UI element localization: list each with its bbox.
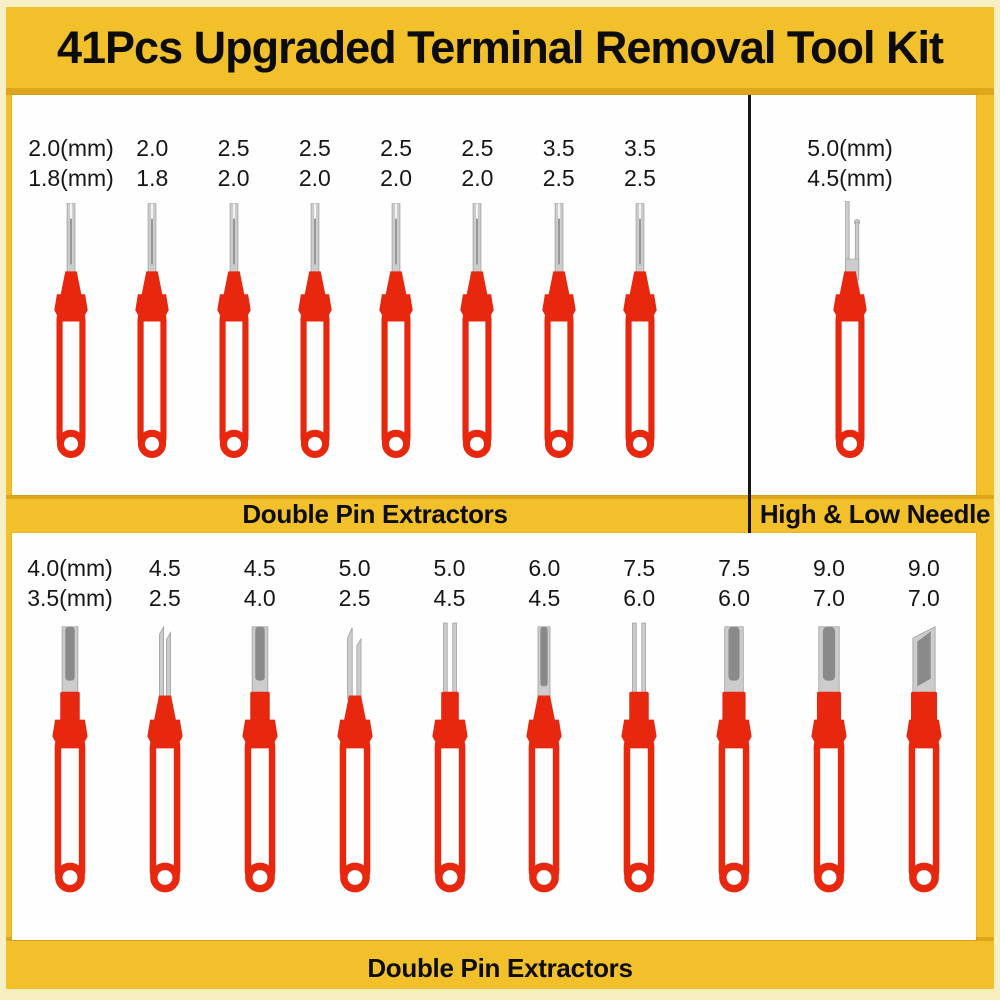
product-title: 41Pcs Upgraded Terminal Removal Tool Kit <box>56 22 944 73</box>
tool-size-label <box>218 133 250 193</box>
tool-item <box>884 553 964 900</box>
tool-item <box>520 133 598 465</box>
pin-extractor-illustration <box>221 621 299 900</box>
tool-item <box>410 553 490 900</box>
size-bottom: 6.0 <box>623 585 656 611</box>
high-low-needle-column <box>750 133 950 465</box>
pin-extractor-illustration <box>126 621 204 900</box>
size-bottom: 4.5 <box>528 585 561 611</box>
size-top: 3.5 <box>623 135 656 161</box>
tool-item <box>438 133 516 465</box>
tool-item <box>315 553 395 900</box>
size-top: 2.5 <box>217 135 250 161</box>
tool-size-label <box>339 553 371 613</box>
pin-extractor-illustration <box>197 201 271 465</box>
tool-item <box>504 553 584 900</box>
size-bottom: 2.0 <box>298 165 331 191</box>
tool-size-label <box>244 553 276 613</box>
bottom-caption-band <box>0 940 1000 1000</box>
tool-item <box>601 133 679 465</box>
tool-item <box>195 133 273 465</box>
tool-item <box>28 133 114 465</box>
tool-size-label <box>623 553 655 613</box>
tool-size-label <box>380 133 412 193</box>
size-top: 2.0(mm) <box>28 135 114 161</box>
tool-size-label <box>136 133 168 193</box>
size-top: 7.5 <box>718 555 751 581</box>
size-top: 5.0 <box>338 555 371 581</box>
bottom-double-pin-row <box>27 553 964 900</box>
size-top: 6.0 <box>528 555 561 581</box>
tool-item <box>599 553 679 900</box>
size-top: 7.5 <box>623 555 656 581</box>
tool-size-label <box>807 133 893 193</box>
caption-high-low-needle: High & Low Needle <box>759 498 991 529</box>
size-top: 4.5 <box>243 555 276 581</box>
size-top: 3.5 <box>542 135 575 161</box>
tool-size-label <box>813 553 845 613</box>
size-bottom: 2.0 <box>461 165 494 191</box>
pin-extractor-illustration <box>600 621 678 900</box>
caption-double-pin-extractors: Double Pin Extractors <box>367 953 633 983</box>
section-shadow-line <box>0 88 1000 95</box>
background-edge-highlight <box>0 0 1000 7</box>
pin-extractor-illustration <box>505 621 583 900</box>
size-top: 5.0(mm) <box>807 135 893 161</box>
pin-extractor-illustration <box>359 201 433 465</box>
tool-item <box>220 553 300 900</box>
pin-extractor-illustration <box>603 201 677 465</box>
tool-size-label <box>149 553 181 613</box>
middle-caption-band <box>0 495 1000 533</box>
tool-item <box>276 133 354 465</box>
size-bottom: 4.5(mm) <box>807 165 893 191</box>
section-divider-line <box>748 95 751 533</box>
size-top: 2.5 <box>461 135 494 161</box>
pin-extractor-illustration <box>278 201 352 465</box>
size-bottom: 2.5 <box>338 585 371 611</box>
tool-item <box>694 553 774 900</box>
tool-item <box>357 133 435 465</box>
tool-size-label <box>718 553 750 613</box>
tool-item <box>125 553 205 900</box>
size-bottom: 2.5 <box>623 165 656 191</box>
size-bottom: 2.5 <box>542 165 575 191</box>
pin-extractor-illustration <box>31 621 109 900</box>
size-bottom: 1.8 <box>136 165 169 191</box>
tool-size-label <box>299 133 331 193</box>
pin-extractor-illustration <box>695 621 773 900</box>
size-top: 2.0 <box>136 135 169 161</box>
size-top: 4.0(mm) <box>27 555 113 581</box>
tool-size-label <box>528 553 560 613</box>
tool-item <box>800 133 900 465</box>
caption-double-pin-extractors: Double Pin Extractors <box>242 498 508 529</box>
pin-extractor-illustration <box>522 201 596 465</box>
tool-item <box>27 553 113 900</box>
size-bottom: 2.0 <box>380 165 413 191</box>
size-bottom: 4.5 <box>433 585 466 611</box>
size-bottom: 2.0 <box>217 165 250 191</box>
tool-size-label <box>27 553 113 613</box>
tool-item <box>113 133 191 465</box>
pin-extractor-illustration <box>790 621 868 900</box>
pin-extractor-illustration <box>885 621 963 900</box>
top-double-pin-row <box>28 133 679 465</box>
pin-extractor-illustration <box>316 621 394 900</box>
size-top: 2.5 <box>298 135 331 161</box>
pin-extractor-illustration <box>34 201 108 465</box>
size-top: 2.5 <box>380 135 413 161</box>
size-bottom: 7.0 <box>907 585 940 611</box>
size-bottom: 4.0 <box>243 585 276 611</box>
size-top: 9.0 <box>813 555 845 581</box>
size-top: 9.0 <box>907 555 940 581</box>
tool-size-label <box>28 133 114 193</box>
tool-size-label <box>434 553 466 613</box>
size-bottom: 2.5 <box>148 585 181 611</box>
size-bottom: 3.5(mm) <box>27 585 113 611</box>
size-bottom: 7.0 <box>813 585 845 611</box>
tool-item <box>789 553 869 900</box>
size-top: 5.0 <box>433 555 466 581</box>
size-top: 4.5 <box>148 555 181 581</box>
tool-size-label <box>908 553 940 613</box>
size-bottom: 1.8(mm) <box>28 165 114 191</box>
tool-size-label <box>543 133 575 193</box>
pin-extractor-illustration <box>411 621 489 900</box>
pin-extractor-illustration <box>440 201 514 465</box>
tool-size-label <box>461 133 493 193</box>
size-bottom: 6.0 <box>718 585 751 611</box>
needle-tool-illustration <box>813 201 887 465</box>
pin-extractor-illustration <box>115 201 189 465</box>
tool-size-label <box>624 133 656 193</box>
